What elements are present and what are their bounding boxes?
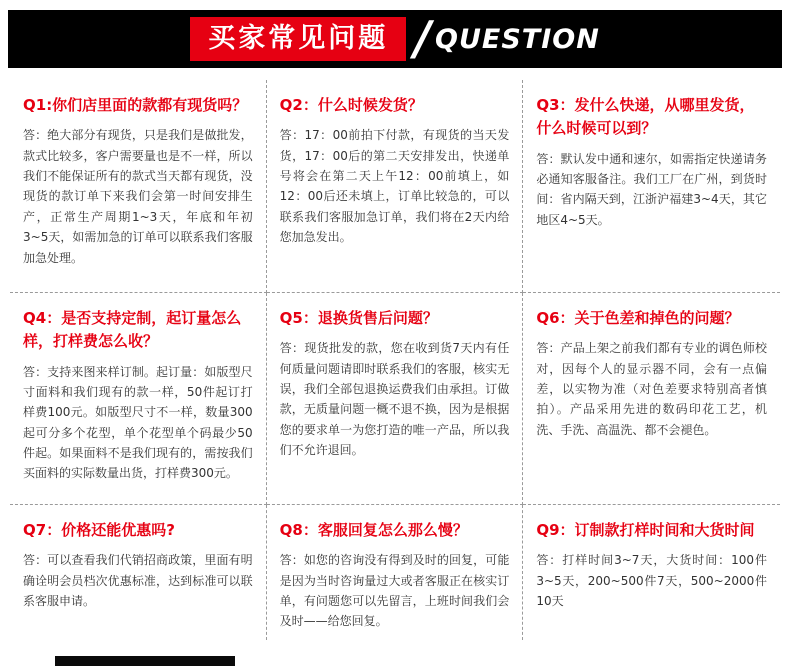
- header-slash-divider: /: [414, 11, 432, 66]
- faq-answer: 答：产品上架之前我们都有专业的调色师校对，因每个人的显示器不同，会有一点偏差，以实物为准（对色差要求特别高者慎拍）。产品采用先进的数码印花工艺，机洗、手洗、高温洗、都不会褪色。: [536, 341, 767, 437]
- faq-answer: 答：现货批发的款，您在收到货7天内有任何质量问题请即时联系我们的客服，核实无误，我们全部包退换运费我们由承担。订做款，无质量问题一概不退不换，因为是根据您的要求单一为您打造的唯一产品，所以我们不允许退回。: [279, 341, 510, 458]
- faq-question: Q7：价格还能优惠吗?: [23, 521, 175, 539]
- faq-question: Q9：订制款打样时间和大货时间: [536, 521, 755, 539]
- faq-item-q7: [10, 505, 267, 640]
- faq-question: Q2：什么时候发货？: [279, 96, 423, 114]
- faq-item-q6: [523, 293, 780, 505]
- faq-answer: 答：打样时间3~7天，大货时间：100件3~5天，200~500件7天，500~2000件10天: [536, 553, 767, 609]
- header-title-en: QUESTION: [435, 23, 600, 55]
- faq-answer: 答：可以查看我们代销招商政策，里面有明确诠明会员档次优惠标准，达到标准可以联系客服申请。: [23, 553, 253, 609]
- faq-question: Q3：发什么快递，从哪里发货，什么时候可以到？: [536, 96, 755, 138]
- faq-answer: 答：支持来图来样订制。起订量：如版型尺寸面料和我们现有的款一样，50件起订打样费100元。如版型尺寸不一样，数量300起可分多个花型，单个花型单个码最少50件起。如果面料不是我们现有的，需按我们买面料的实际数量出货，打样费300元。: [23, 364, 253, 481]
- faq-answer: 答：绝大部分有现货，只是我们是做批发，款式比较多，客户需要量也是不一样，所以我们不能保证所有的款式当天都有现货，没现货的款订单下来我们会第一时间安排生产，正常生产周期1~3天，年底和年初3~5天，如需加急的订单可以联系我们客服加急处理。: [23, 128, 253, 265]
- faq-question: Q8：客服回复怎么那么慢？: [279, 521, 468, 539]
- faq-question: Q1:你们店里面的款都有现货吗？: [23, 96, 248, 114]
- faq-question: Q5：退换货售后问题？: [279, 309, 438, 327]
- faq-answer: 答：17：00前拍下付款，有现货的当天发货，17：00后的第二天安排发出，快递单号将会在第二天上午12：00前填上，如12：00后还未填上，订单比较急的，可以联系我们客服加急订单，我们将在2天内给您加急发出。: [279, 128, 510, 245]
- next-section-banner-edge: [55, 656, 235, 666]
- faq-item-q1: [10, 80, 267, 293]
- faq-item-q4: [10, 293, 267, 505]
- faq-question: Q6：关于色差和掉色的问题？: [536, 309, 740, 327]
- faq-item-q3: [523, 80, 780, 293]
- header-title-cn: 买家常见问题: [190, 17, 406, 61]
- faq-grid: [10, 80, 780, 640]
- faq-answer: 答：如您的咨询没有得到及时的回复，可能是因为当时咨询量过大或者客服正在核实订单，有问题您可以先留言，上班时间我们会及时——给您回复。: [279, 553, 510, 629]
- faq-question: Q4：是否支持定制，起订量怎么样，打样费怎么收？: [23, 309, 242, 351]
- faq-item-q8: [267, 505, 524, 640]
- faq-answer: 答：默认发中通和速尔，如需指定快递请务必通知客服备注。我们工厂在广州，到货时间：省内隔天到，江浙沪福建3~4天，其它地区4~5天。: [536, 151, 767, 227]
- faq-item-q2: [267, 80, 524, 293]
- header-banner: [8, 10, 782, 68]
- faq-item-q5: [267, 293, 524, 505]
- faq-item-q9: [523, 505, 780, 640]
